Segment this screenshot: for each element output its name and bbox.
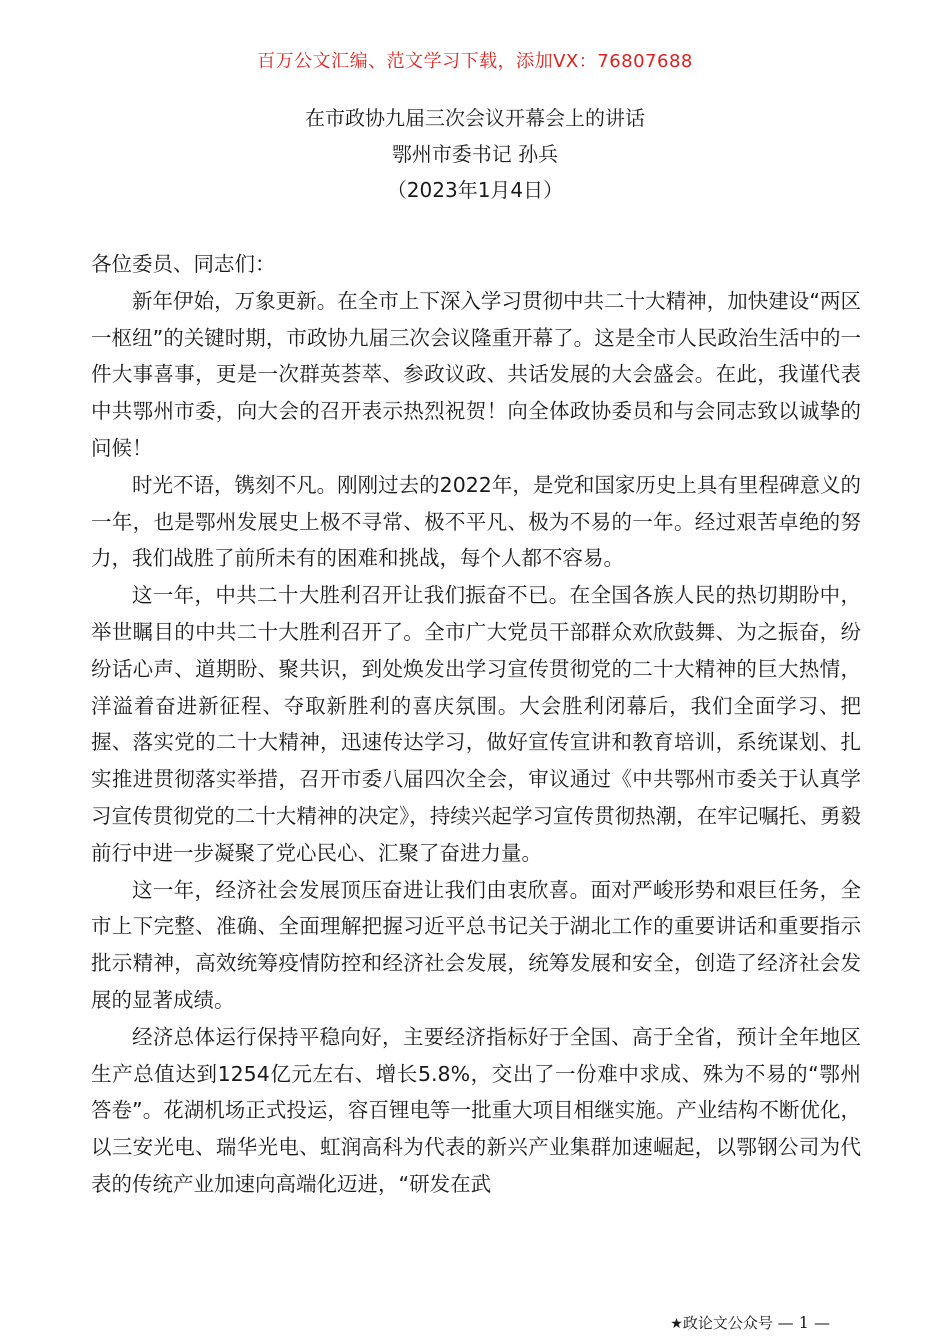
paragraph: 时光不语，镌刻不凡。刚刚过去的2022年，是党和国家历史上具有里程碑意义的一年，也是鄂州发展史上极不寻常、极不平凡、极为不易的一年。经过艰苦卓绝的努力，我们战胜了前所未有的困难和挑战，每个人都不容易。 [91,472,861,571]
watermark-banner: 百万公文汇编、范文学习下载，添加VX：76807688 [257,51,693,72]
paragraph: 新年伊始，万象更新。在全市上下深入学习贯彻中共二十大精神，加快建设“两区一枢纽”的关键时期，市政协九届三次会议隆重开幕了。这是全市人民政治生活中的一件大事喜事，更是一次群英荟萃、参政议政、共话发展的大会盛会。在此，我谨代表中共鄂州市委，向大会的召开表示热烈祝贺！向全体政协委员和与会同志致以诚挚的问候！ [91,288,861,460]
page-footer [670,1312,830,1333]
document-title: 在市政协九届三次会议开幕会上的讲话 [305,106,645,130]
paragraph: 这一年，经济社会发展顶压奋进让我们由衷欣喜。面对严峻形势和艰巨任务，全市上下完整、准确、全面理解把握习近平总书记关于湖北工作的重要讲话和重要指示批示精神，高效统筹疫情防控和经济社会发展，统筹发展和安全，创造了经济社会发展的显著成绩。 [91,877,861,1012]
date-line: （2023年1月4日） [386,178,564,202]
paragraph: 这一年，中共二十大胜利召开让我们振奋不已。在全国各族人民的热切期盼中，举世瞩目的中共二十大胜利召开了。全市广大党员干部群众欢欣鼓舞、为之振奋，纷纷话心声、道期盼、聚共识，到处焕发出学习宣传贯彻党的二十大精神的巨大热情，洋溢着奋进新征程、夺取新胜利的喜庆氛围。大会胜利闭幕后，我们全面学习、把握、落实党的二十大精神，迅速传达学习，做好宣传宣讲和教育培训，系统谋划、扎实推进贯彻落实举措，召开市委八届四次全会，审议通过《中共鄂州市委关于认真学习宣传贯彻党的二十大精神的决定》，持续兴起学习宣传贯彻热潮，在牢记嘱托、勇毅前行中进一步凝聚了党心民心、汇聚了奋进力量。 [91,583,861,865]
footer-source: 政论文公众号 [682,1314,773,1332]
salutation: 各位委员、同志们： [91,252,276,276]
document-header [0,100,950,208]
page-number: — 1 — [777,1313,830,1332]
paragraph: 经济总体运行保持平稳向好，主要经济指标好于全国、高于全省，预计全年地区生产总值达到1254亿元左右、增长5.8%，交出了一份难中求成、殊为不易的“鄂州答卷”。花湖机场正式投运，容百锂电等一批重大项目相继实施。产业结构不断优化，以三安光电、瑞华光电、虹润高科为代表的新兴产业集群加速崛起，以鄂钢公司为代表的传统产业加速向高端化迈进，“研发在武 [91,1024,861,1196]
speaker-line: 鄂州市委书记 孙兵 [391,142,559,166]
document-body [91,246,861,1203]
star-icon: ★ [670,1316,683,1332]
